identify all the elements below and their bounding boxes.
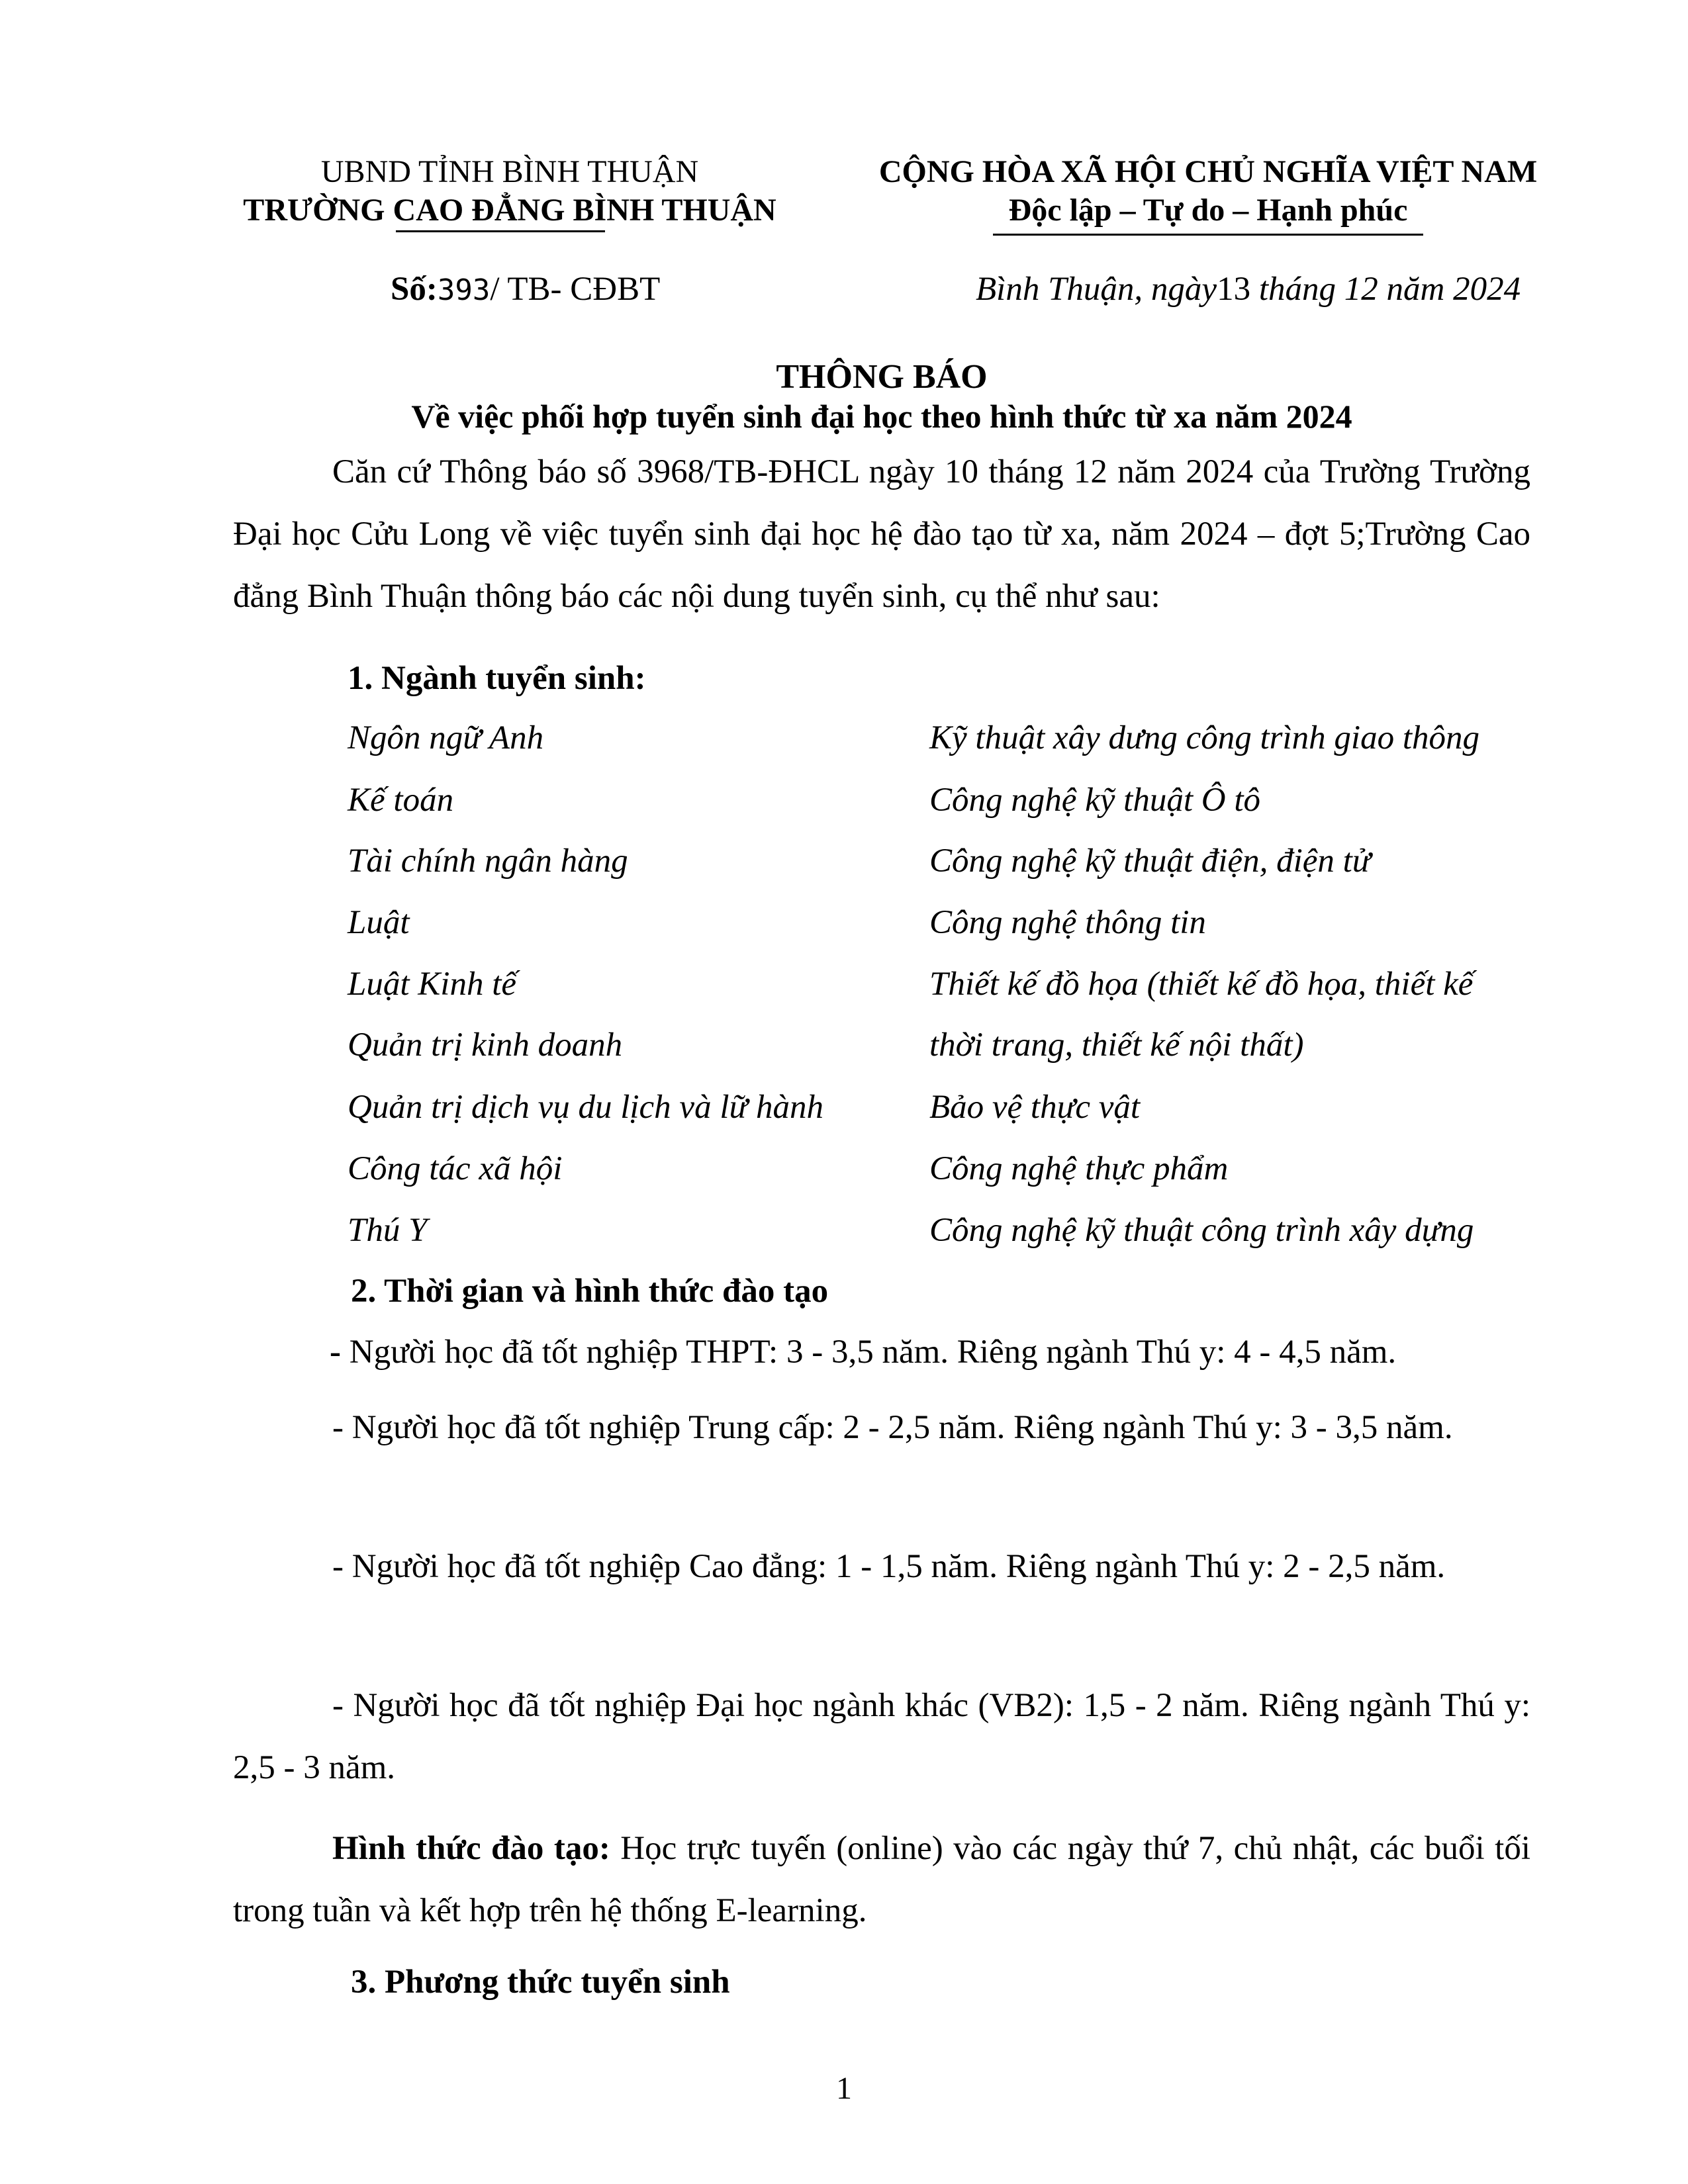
duration-item-2: - Người học đã tốt nghiệp Trung cấp: 2 - 2,5 năm. Riêng ngành Thú y: 3 - 3,5 năm.	[332, 1409, 1453, 1446]
training-form-text: Học trực tuyến (online) vào các ngày thứ 7, chủ nhật, các buổi tối trong tuần và kết hợp trên hệ thống E-learning.	[233, 1830, 1530, 1929]
major-right-4: Công nghệ thông tin	[929, 904, 1206, 941]
major-left-6: Quản trị kinh doanh	[348, 1026, 623, 1064]
page-number: 1	[836, 2071, 852, 2106]
major-left-5: Luật Kinh tế	[348, 966, 517, 1003]
duration-item-1-text: Người học đã tốt nghiệp THPT: 3 - 3,5 năm. Riêng ngành Thú y: 4 - 4,5 năm.	[349, 1334, 1397, 1371]
major-right-6: thời trang, thiết kế nội thất)	[929, 1026, 1304, 1064]
major-left-4: Luật	[348, 904, 410, 941]
duration-item-4: - Người học đã tốt nghiệp Đại học ngành khác (VB2): 1,5 - 2 năm. Riêng ngành Thú y: 2,5 - 3 năm.	[233, 1687, 1530, 1786]
training-form-paragraph	[233, 1817, 1530, 1942]
major-left-7: Quản trị dịch vụ du lịch và lữ hành	[348, 1089, 824, 1126]
right-header-underline	[993, 234, 1423, 236]
date-line	[976, 270, 1521, 308]
major-left-1: Ngôn ngữ Anh	[348, 719, 544, 756]
duration-item-3: - Người học đã tốt nghiệp Cao đẳng: 1 - 1,5 năm. Riêng ngành Thú y: 2 - 2,5 năm.	[332, 1548, 1446, 1585]
doc-number-suffix: / TB- CĐBT	[490, 271, 661, 308]
major-left-9: Thú Y	[348, 1212, 428, 1249]
major-left-3: Tài chính ngân hàng	[348, 842, 628, 880]
left-header-underline	[396, 230, 605, 232]
date-suffix: tháng 12 năm 2024	[1258, 271, 1521, 308]
document-number	[391, 270, 660, 308]
major-right-3: Công nghệ kỹ thuật điện, điện tử	[929, 842, 1371, 880]
doc-number-handwritten: 393	[437, 273, 491, 307]
bullet-dash: -	[330, 1334, 341, 1371]
intro-paragraph: Căn cứ Thông báo số 3968/TB-ĐHCL ngày 10 tháng 12 năm 2024 của Trường Trường Đại học Cửu Long về việc tuyển sinh đại học hệ đào tạo từ xa, năm 2024 – đợt 5;Trường Cao đẳng Bình Thuận thông báo các nội dung tuyển sinh, cụ thể như sau:	[233, 453, 1530, 615]
duration-item-1	[330, 1333, 1396, 1371]
doc-number-label: Số:	[391, 271, 438, 308]
date-prefix: Bình Thuận, ngày	[976, 271, 1217, 308]
major-left-2: Kế toán	[348, 782, 454, 819]
major-right-9: Công nghệ kỹ thuật công trình xây dựng	[929, 1212, 1474, 1249]
national-title: CỘNG HÒA XÃ HỘI CHỦ NGHĨA VIỆT NAM	[878, 154, 1538, 189]
section3-heading: 3. Phương thức tuyển sinh	[351, 1964, 730, 2001]
major-right-2: Công nghệ kỹ thuật Ô tô	[929, 782, 1261, 819]
major-right-1: Kỹ thuật xây dưng công trình giao thông	[929, 719, 1479, 756]
national-motto: Độc lập – Tự do – Hạnh phúc	[1008, 193, 1408, 228]
major-right-5: Thiết kế đồ họa (thiết kế đồ họa, thiết kế	[929, 966, 1474, 1003]
major-right-7: Bảo vệ thực vật	[929, 1089, 1141, 1126]
page-title: THÔNG BÁO	[776, 358, 988, 396]
training-form-label: Hình thức đào tạo:	[332, 1830, 610, 1867]
section2-heading: 2. Thời gian và hình thức đào tạo	[351, 1273, 829, 1310]
page-subtitle: Về việc phối hợp tuyển sinh đại học theo hình thức từ xa năm 2024	[411, 398, 1352, 435]
major-left-8: Công tác xã hội	[348, 1150, 563, 1187]
section1-heading: 1. Ngành tuyển sinh:	[348, 660, 646, 697]
major-right-8: Công nghệ thực phẩm	[929, 1150, 1229, 1187]
issuing-authority: UBND TỈNH BÌNH THUẬN	[320, 154, 699, 189]
date-day: 13	[1217, 271, 1251, 308]
school-name: TRƯỜNG CAO ĐẲNG BÌNH THUẬN	[243, 193, 776, 228]
